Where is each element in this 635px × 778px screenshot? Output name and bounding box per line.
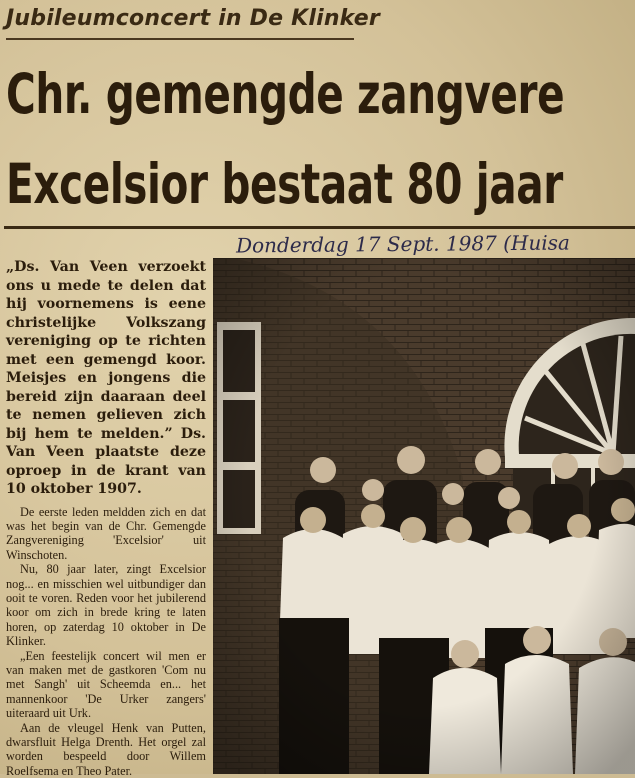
headline-line-1: Chr. gemengde zangvere xyxy=(6,62,565,126)
kicker-title: Jubileumconcert in De Klinker xyxy=(6,6,380,31)
article-paragraph: Nu, 80 jaar later, zingt Excelsior nog... en misschien wel uitbundiger dan ooit te voren. Reden voor het jubilerend koor om zich in brede kring te laten horen, op zaterdag 10 oktober in De Klinker. xyxy=(6,562,206,649)
article-paragraph: De eerste leden meldden zich en dat was het begin van de Chr. Gemengde Zangvereniging 'Excelsior' uit Winschoten. xyxy=(6,504,206,562)
article-paragraph: Aan de vleugel Henk van Putten, dwarsfluit Helga Drenth. Het orgel zal worden bespeeld door Willem Roelfsema en Theo Pater. xyxy=(6,720,206,778)
headline-rule xyxy=(4,226,635,229)
article-column xyxy=(6,258,206,778)
article-paragraph: „Een feestelijk concert wil men er van maken met de gastkoren 'Com nu met Sangh' uit Scheemda en... het mannenkoor 'De Urker zangers' uiteraard uit Urk. xyxy=(6,648,206,721)
handwritten-date-note: Donderdag 17 Sept. 1987 (Huisa xyxy=(235,230,571,258)
headline-line-2: Excelsior bestaat 80 jaar xyxy=(6,152,563,216)
choir-photo xyxy=(213,258,635,774)
kicker-underline xyxy=(6,38,354,40)
choir-photo-image xyxy=(213,258,635,774)
article-quote: „Ds. Van Veen verzoekt ons u mede te delen dat hij voornemens is eene christelijke Volkszang vereniging op te richten met een gemengd koor. Meisjes en jongens die bereid zijn daaraan deel te nemen gelieven zich bij hem te melden.” Ds. Van Veen plaatste deze oproep in de krant van 10 oktober 1907. xyxy=(6,259,206,497)
